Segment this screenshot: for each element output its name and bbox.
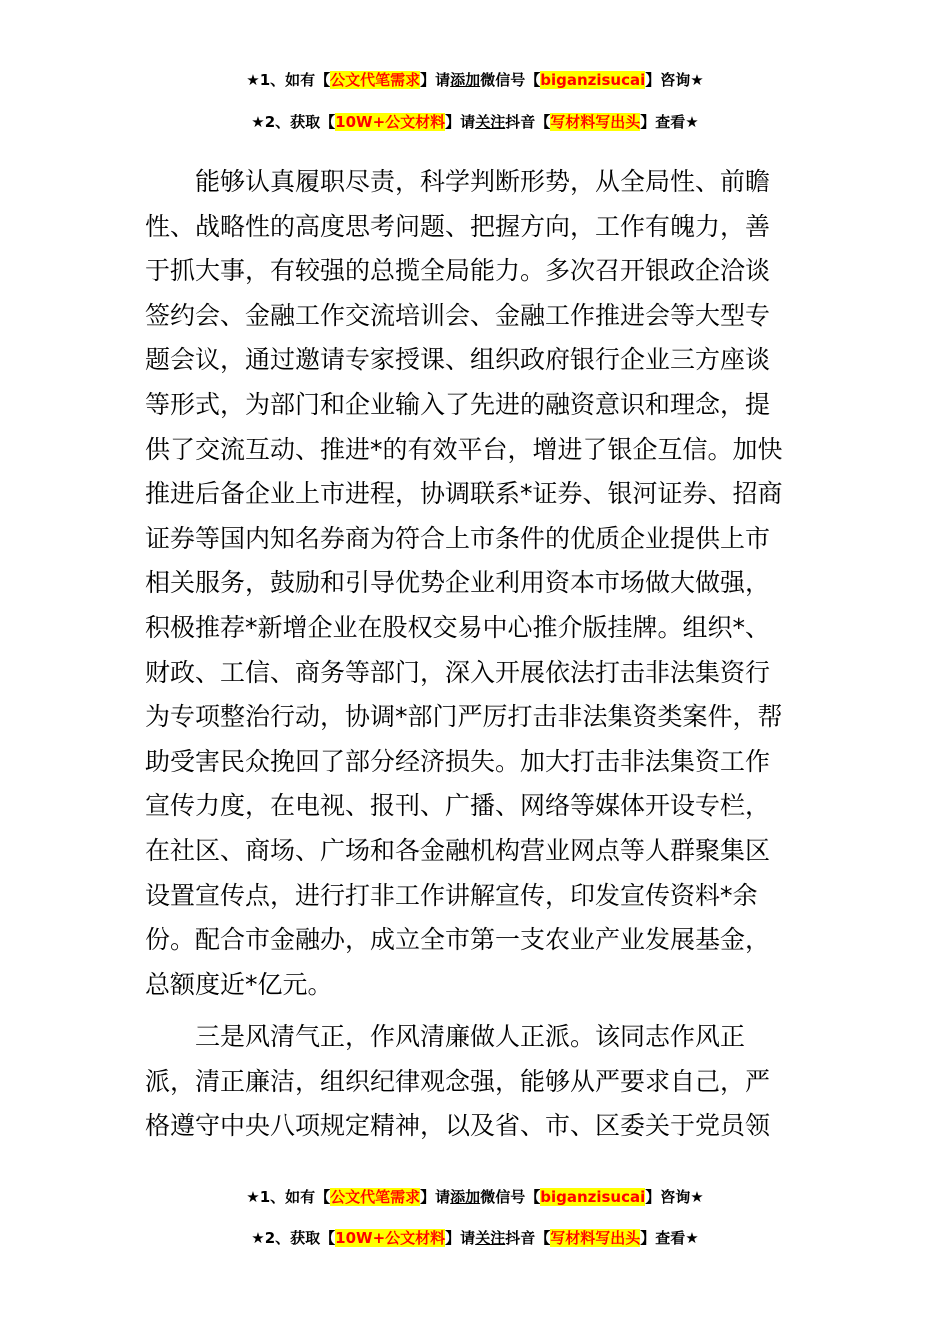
text-line: 于抓大事，有较强的总揽全局能力。多次召开银政企洽谈 bbox=[145, 256, 771, 286]
text-line: 积极推荐*新增企业在股权交易中心推介版挂牌。组织*、 bbox=[145, 612, 771, 642]
star-icon: ★ bbox=[690, 1188, 704, 1206]
banner-text: 2、获取【 bbox=[264, 113, 336, 131]
text-line: 宣传力度，在电视、报刊、广播、网络等媒体开设专栏， bbox=[145, 791, 771, 821]
banner-highlight: 公文代笔需求 bbox=[330, 71, 421, 89]
banner-text: 】请 bbox=[420, 1188, 451, 1206]
banner-text: 2、获取【 bbox=[264, 1229, 336, 1247]
text-line: 能够认真履职尽责，科学判断形势，从全局性、前瞻 bbox=[195, 167, 771, 196]
banner-highlight: 10W+公文材料 bbox=[335, 113, 446, 131]
banner-text: 】请 bbox=[420, 71, 451, 89]
banner-text: 】查看 bbox=[640, 1229, 686, 1247]
banner-text: 】请 bbox=[445, 113, 476, 131]
star-icon: ★ bbox=[251, 113, 265, 131]
paragraph bbox=[145, 1015, 810, 1149]
banner-text: 1、如有【 bbox=[259, 71, 331, 89]
text-line: 财政、工信、商务等部门，深入开展依法打击非法集资行 bbox=[145, 657, 771, 687]
text-line: 设置宣传点，进行打非工作讲解宣传，印发宣传资料*余 bbox=[145, 880, 758, 910]
banner-text: 抖音【 bbox=[505, 1229, 551, 1247]
text-line: 相关服务，鼓励和引导优势企业利用资本市场做大做强， bbox=[145, 568, 771, 598]
banner-text: 】咨询 bbox=[645, 71, 691, 89]
wechat-id-highlight: biganzisucai bbox=[540, 1188, 646, 1206]
text-line: 格遵守中央八项规定精神，以及省、市、区委关于党员领 bbox=[145, 1111, 771, 1141]
star-icon: ★ bbox=[690, 71, 704, 89]
text-line: 为专项整治行动，协调*部门严厉打击非法集资类案件，帮 bbox=[145, 702, 783, 732]
star-icon: ★ bbox=[246, 1188, 260, 1206]
banner-text: 抖音【 bbox=[505, 113, 551, 131]
banner-text: 】查看 bbox=[640, 113, 686, 131]
douyin-id-highlight: 写材料写出头 bbox=[550, 113, 641, 131]
text-line: 性、战略性的高度思考问题、把握方向，工作有魄力，善 bbox=[145, 211, 771, 241]
text-line: 证券等国内知名券商为符合上市条件的优质企业提供上市 bbox=[145, 523, 771, 553]
banner-underlined-text: 添加 bbox=[450, 71, 481, 89]
banner-underlined-text: 添加 bbox=[450, 1188, 481, 1206]
paragraph bbox=[145, 160, 810, 1007]
document-body bbox=[145, 160, 810, 1149]
banner-text: 】咨询 bbox=[645, 1188, 691, 1206]
banner-top-line-1 bbox=[0, 69, 950, 91]
text-line: 助受害民众挽回了部分经济损失。加大打击非法集资工作 bbox=[145, 746, 771, 776]
text-line: 份。配合市金融办，成立全市第一支农业产业发展基金， bbox=[145, 925, 771, 955]
douyin-id-highlight: 写材料写出头 bbox=[550, 1229, 641, 1247]
text-line: 推进后备企业上市进程，协调联系*证券、银河证券、招商 bbox=[145, 479, 783, 509]
banner-highlight: 10W+公文材料 bbox=[335, 1229, 446, 1247]
banner-text: 】请 bbox=[445, 1229, 476, 1247]
star-icon: ★ bbox=[246, 71, 260, 89]
text-line: 总额度近*亿元。 bbox=[145, 969, 333, 999]
star-icon: ★ bbox=[251, 1229, 265, 1247]
text-line: 三是风清气正，作风清廉做人正派。该同志作风正 bbox=[195, 1022, 746, 1052]
star-icon: ★ bbox=[685, 113, 699, 131]
banner-text: 微信号【 bbox=[480, 71, 541, 89]
banner-top-line-2 bbox=[0, 111, 950, 133]
banner-highlight: 公文代笔需求 bbox=[330, 1188, 421, 1206]
banner-text: 微信号【 bbox=[480, 1188, 541, 1206]
text-line: 等形式，为部门和企业输入了先进的融资意识和理念，提 bbox=[145, 389, 771, 419]
banner-bottom-line-1 bbox=[0, 1186, 950, 1208]
banner-text: 1、如有【 bbox=[259, 1188, 331, 1206]
wechat-id-highlight: biganzisucai bbox=[540, 71, 646, 89]
text-line: 供了交流互动、推进*的有效平台，增进了银企互信。加快 bbox=[145, 434, 783, 464]
star-icon: ★ bbox=[685, 1229, 699, 1247]
text-line: 题会议，通过邀请专家授课、组织政府银行企业三方座谈 bbox=[145, 345, 771, 375]
banner-underlined-text: 关注 bbox=[475, 113, 506, 131]
banner-bottom-line-2 bbox=[0, 1227, 950, 1249]
text-line: 签约会、金融工作交流培训会、金融工作推进会等大型专 bbox=[145, 300, 771, 330]
text-line: 派，清正廉洁，组织纪律观念强，能够从严要求自己，严 bbox=[145, 1066, 771, 1096]
text-line: 在社区、商场、广场和各金融机构营业网点等人群聚集区 bbox=[145, 835, 771, 865]
banner-underlined-text: 关注 bbox=[475, 1229, 506, 1247]
